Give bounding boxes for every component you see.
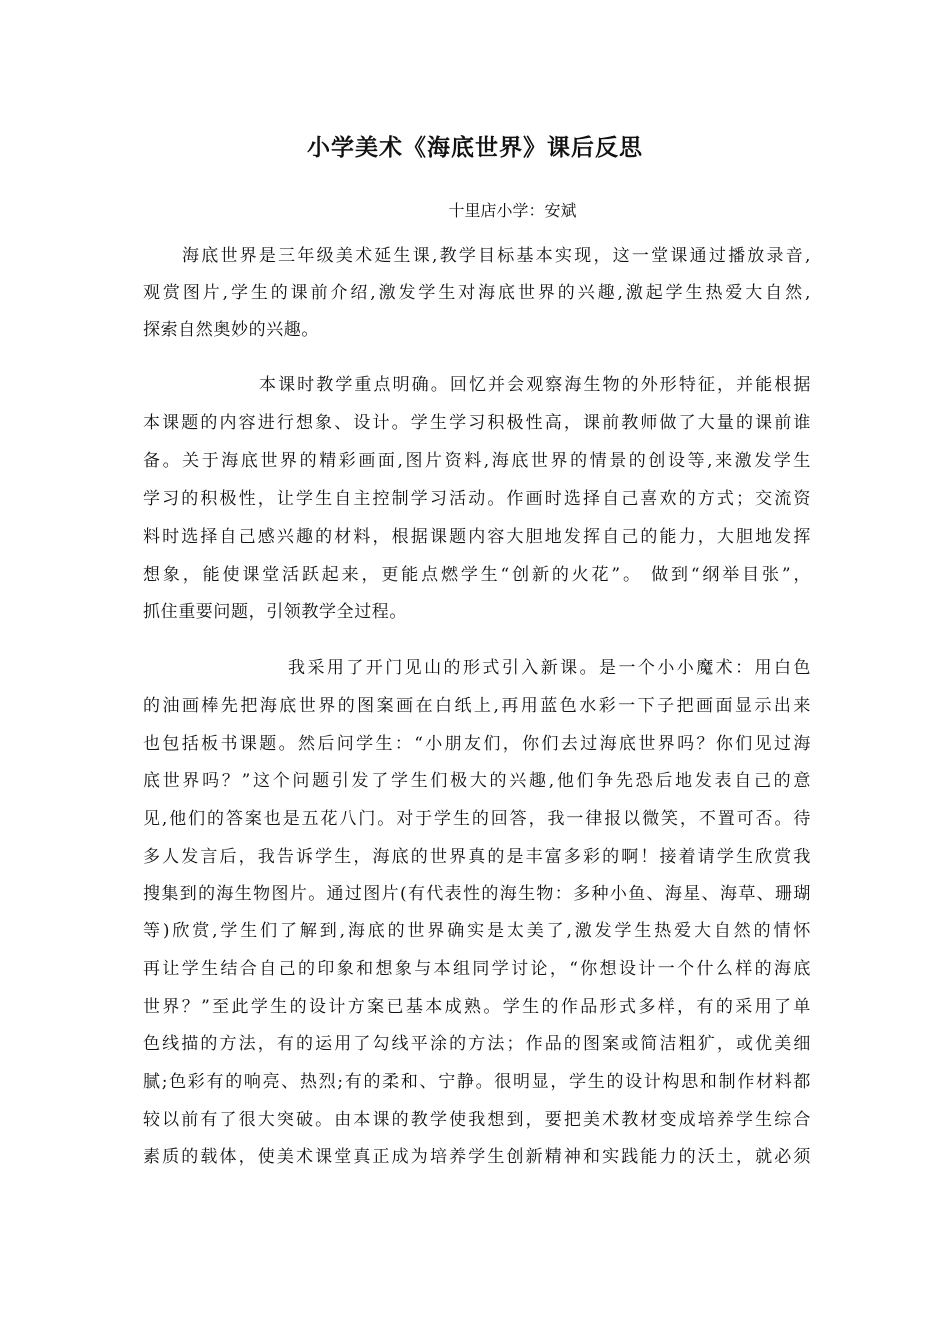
paragraph-3-line-13: 较以前有了很大突破。由本课的教学使我想到，要把美术教材变成培养学生综合: [143, 1110, 811, 1130]
paragraph-2-line-5: 料时选择自己感兴趣的材料，根据课题内容大胆地发挥自己的能力，大胆地发挥: [143, 527, 811, 547]
paragraph-3-line-14: 素质的载体，使美术课堂真正成为培养学生创新精神和实践能力的沃土，就必须: [143, 1147, 811, 1167]
paragraph-3-line-3: 也包括板书课题。然后问学生：“小朋友们，你们去过海底世界吗？你们见过海: [143, 734, 811, 754]
paragraph-2-line-4: 学习的积极性，让学生自主控制学习活动。作画时选择自己喜欢的方式；交流资: [143, 489, 811, 509]
paragraph-3-line-1: 我采用了开门见山的形式引入新课。是一个小小魔术：用白色: [288, 658, 811, 678]
paragraph-3-line-2: 的油画棒先把海底世界的图案画在白纸上,再用蓝色水彩一下子把画面显示出来: [143, 696, 811, 716]
paragraph-3-line-8: 等)欣赏,学生们了解到,海底的世界确实是太美了,激发学生热爱大自然的情怀: [143, 921, 811, 941]
paragraph-3-line-6: 多人发言后，我告诉学生，海底的世界真的是丰富多彩的啊！接着请学生欣赏我: [143, 847, 811, 867]
paragraph-1-line-3: 探索自然奥妙的兴趣。: [143, 320, 319, 340]
paragraph-1-line-1: 海底世界是三年级美术延生课,教学目标基本实现，这一堂课通过播放录音,: [182, 246, 811, 266]
paragraph-2-line-3: 备。关于海底世界的精彩画面,图片资料,海底世界的情景的创设等,来激发学生: [143, 451, 811, 471]
page-title: 小学美术《海底世界》课后反思: [307, 134, 643, 161]
paragraph-2-line-6: 想象，能使课堂活跃起来，更能点燃学生“创新的火花”。 做到“纲举目张”，: [143, 565, 811, 585]
paragraph-3-line-4: 底世界吗？”这个问题引发了学生们极大的兴趣,他们争先恐后地发表自己的意: [143, 771, 811, 791]
paragraph-3-line-10: 世界？”至此学生的设计方案已基本成熟。学生的作品形式多样，有的采用了单: [143, 997, 811, 1017]
paragraph-2-line-2: 本课题的内容进行想象、设计。学生学习积极性高，课前教师做了大量的课前谁: [143, 413, 811, 433]
paragraph-2-line-1: 本课时教学重点明确。回忆并会观察海生物的外形特征，并能根据: [259, 375, 811, 395]
paragraph-3-line-5: 见,他们的答案也是五花八门。对于学生的回答，我一律报以微笑，不置可否。待: [143, 809, 811, 829]
paragraph-3-line-9: 再让学生结合自己的印象和想象与本组同学讨论，“你想设计一个什么样的海底: [143, 959, 811, 979]
paragraph-1-line-2: 观赏图片,学生的课前介绍,激发学生对海底世界的兴趣,激起学生热爱大自然,: [143, 283, 811, 303]
paragraph-3-line-7: 搜集到的海生物图片。通过图片(有代表性的海生物：多种小鱼、海星、海草、珊瑚: [143, 884, 811, 904]
author-line: 十里店小学：安斌: [448, 201, 577, 220]
paragraph-3-line-11: 色线描的方法，有的运用了勾线平涂的方法；作品的图案或简洁粗犷，或优美细: [143, 1034, 811, 1054]
paragraph-2-line-7: 抓住重要问题，引领教学全过程。: [143, 602, 407, 622]
paragraph-3-line-12: 腻;色彩有的响亮、热烈;有的柔和、宁静。很明显，学生的设计构思和制作材料都: [143, 1072, 811, 1092]
